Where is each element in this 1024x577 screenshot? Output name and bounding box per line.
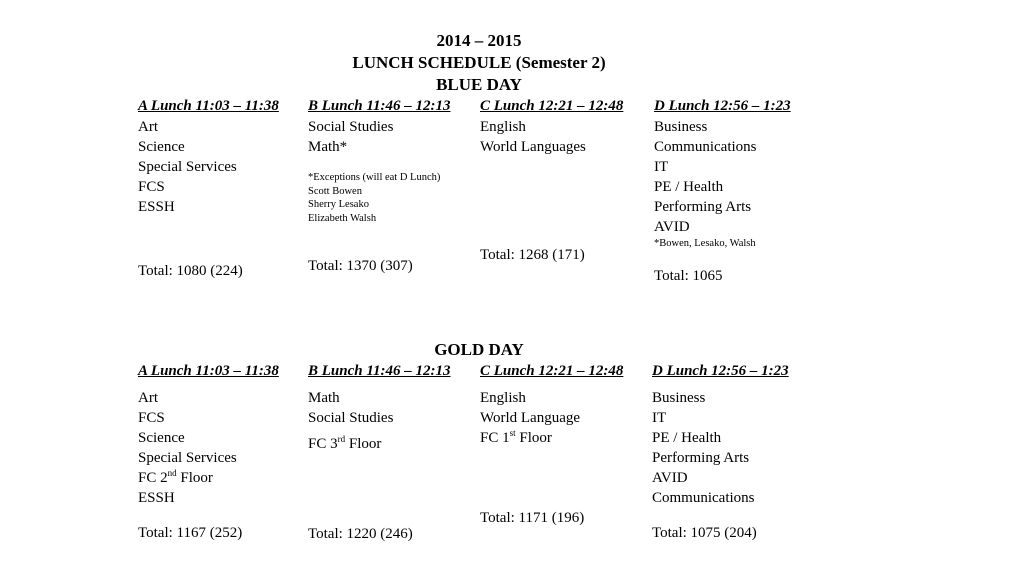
gold-day-title: GOLD DAY [434, 340, 524, 359]
department-item: IT [654, 159, 669, 175]
department-item: Business [654, 119, 708, 135]
gold-c-lunch-heading: C Lunch 12:21 – 12:48 [480, 363, 624, 379]
department-item: Art [138, 390, 158, 406]
department-item: FCS [138, 410, 165, 426]
department-item: PE / Health [654, 179, 724, 195]
blue-c-lunch-heading: C Lunch 12:21 – 12:48 [480, 98, 624, 114]
gold-a-lunch-list [138, 388, 237, 508]
gold-c-lunch-list [480, 388, 580, 448]
department-item: Performing Arts [652, 450, 750, 466]
floor-location: FC 1st Floor [480, 428, 552, 446]
department-item: Science [138, 139, 185, 155]
blue-d-lunch-total: Total: 1065 [654, 268, 723, 284]
department-item: Social Studies [308, 410, 394, 426]
department-item: Communications [654, 139, 757, 155]
department-item: Art [138, 119, 158, 135]
department-item: ESSH [138, 199, 175, 215]
blue-c-lunch-list [480, 117, 586, 157]
department-item: Communications [652, 490, 755, 506]
blue-d-lunch-heading: D Lunch 12:56 – 1:23 [654, 98, 791, 114]
department-item: ESSH [138, 490, 175, 506]
blue-b-exceptions-note [308, 171, 440, 225]
gold-a-lunch-heading: A Lunch 11:03 – 11:38 [138, 363, 279, 379]
gold-c-lunch-total: Total: 1171 (196) [480, 510, 585, 526]
department-item: Special Services [138, 159, 237, 175]
department-item: FCS [138, 179, 165, 195]
blue-b-lunch-list [308, 117, 393, 157]
blue-a-lunch-list [138, 117, 237, 217]
department-item: Math* [308, 139, 348, 155]
department-item: World Language [480, 410, 581, 426]
exceptions-heading: *Exceptions (will eat D Lunch) [308, 172, 441, 183]
blue-c-lunch-total: Total: 1268 (171) [480, 247, 585, 263]
gold-b-lunch-list [308, 388, 393, 428]
department-item: Math [308, 390, 340, 406]
exceptions-note: *Bowen, Lesako, Walsh [654, 238, 756, 249]
blue-b-lunch-total: Total: 1370 (307) [308, 258, 413, 274]
blue-a-lunch-total: Total: 1080 (224) [138, 263, 243, 279]
floor-location: FC 3rd Floor [308, 434, 382, 452]
department-item: Special Services [138, 450, 237, 466]
exception-name: Sherry Lesako [308, 199, 369, 210]
department-item: Science [138, 430, 185, 446]
schedule-year: 2014 – 2015 [436, 31, 522, 50]
gold-d-lunch-heading: D Lunch 12:56 – 1:23 [652, 363, 789, 379]
department-item: World Languages [480, 139, 586, 155]
department-item: PE / Health [652, 430, 722, 446]
exception-name: Scott Bowen [308, 185, 362, 197]
blue-d-lunch-list [654, 117, 757, 251]
gold-d-lunch-list [652, 388, 755, 508]
department-item: IT [652, 410, 667, 426]
department-item: AVID [652, 470, 688, 486]
department-item: Social Studies [308, 119, 394, 135]
blue-b-lunch-heading: B Lunch 11:46 – 12:13 [308, 98, 451, 114]
exception-name: Elizabeth Walsh [308, 212, 377, 224]
department-item: Business [652, 390, 706, 406]
department-item: AVID [654, 219, 690, 235]
gold-a-lunch-total: Total: 1167 (252) [138, 525, 243, 541]
gold-d-lunch-total: Total: 1075 (204) [652, 525, 757, 541]
blue-day-title: BLUE DAY [436, 75, 522, 94]
floor-location: FC 2nd Floor [138, 468, 213, 486]
gold-b-lunch-heading: B Lunch 11:46 – 12:13 [308, 363, 451, 379]
gold-b-lunch-total: Total: 1220 (246) [308, 526, 413, 542]
department-item: English [480, 390, 526, 406]
blue-a-lunch-heading: A Lunch 11:03 – 11:38 [138, 98, 279, 114]
gold-b-floor [308, 434, 381, 454]
schedule-title: LUNCH SCHEDULE (Semester 2) [352, 53, 606, 72]
department-item: English [480, 119, 526, 135]
department-item: Performing Arts [654, 199, 752, 215]
